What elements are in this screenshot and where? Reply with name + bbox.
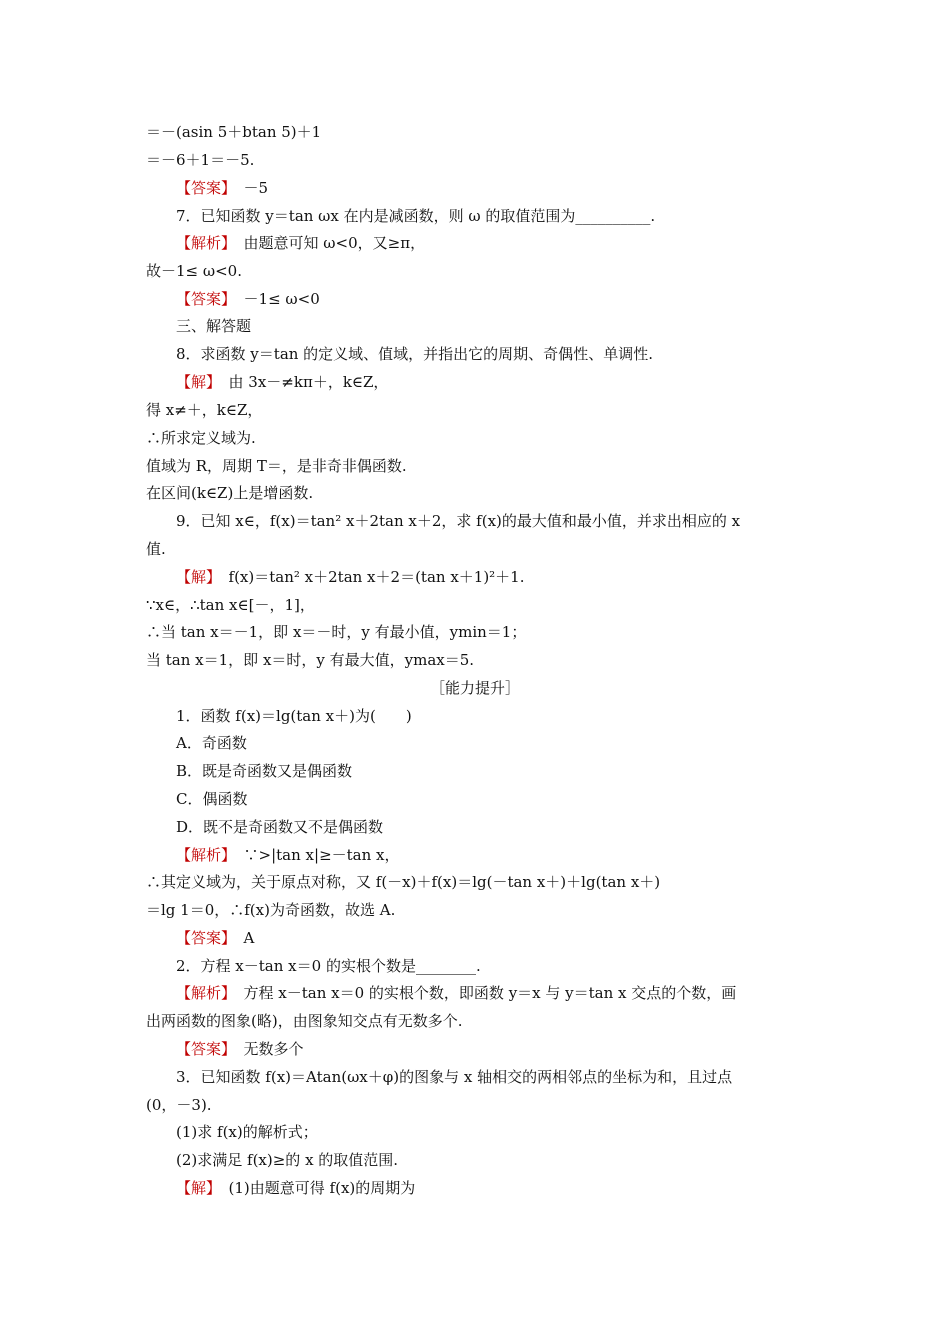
choice-c: C．偶函数 bbox=[176, 790, 248, 808]
answer-tag: 【答案】 bbox=[176, 929, 229, 947]
choice-d: D．既不是奇函数又不是偶函数 bbox=[176, 818, 384, 836]
answer-text: －1≤ ω<0 bbox=[243, 290, 320, 308]
sub-question-2: (2)求满足 f(x)≥的 x 的取值范围. bbox=[176, 1151, 399, 1169]
sub-question-1: (1)求 f(x)的解析式； bbox=[176, 1123, 318, 1141]
solution-tag: 【解】 bbox=[176, 373, 214, 391]
solution-line bbox=[176, 372, 388, 392]
text-line: 值. bbox=[146, 540, 166, 558]
text-line: ∵x∈，∴tan x∈[－，1]， bbox=[146, 596, 315, 614]
analysis-text: 由题意可知 ω<0，又≥π， bbox=[243, 234, 426, 252]
text-line: 当 tan x＝1，即 x＝时，y 有最大值，ymax＝5. bbox=[146, 651, 475, 669]
text-line: ＝－(asin 5＋btan 5)＋1 bbox=[146, 123, 322, 141]
answer-text: A bbox=[243, 929, 255, 947]
question-1: 1．函数 f(x)＝lg(tan x＋)为( ) bbox=[176, 707, 412, 725]
answer-tag: 【答案】 bbox=[176, 290, 229, 308]
text-line: 得 x≠＋，k∈Z， bbox=[146, 401, 263, 419]
text-line: 故－1≤ ω<0. bbox=[146, 262, 242, 280]
answer-tag: 【答案】 bbox=[176, 179, 229, 197]
answer-text: －5 bbox=[243, 179, 269, 197]
text-line: ∴其定义域为，关于原点对称，又 f(－x)＋f(x)＝lg(－tan x＋)＋lg(tan x＋) bbox=[146, 873, 661, 891]
analysis-tag: 【解析】 bbox=[176, 984, 229, 1002]
solution-tag: 【解】 bbox=[176, 1179, 214, 1197]
answer-tag: 【答案】 bbox=[176, 1040, 229, 1058]
analysis-line bbox=[176, 845, 400, 865]
answer-text: 无数多个 bbox=[243, 1040, 304, 1058]
solution-text: 由 3x－≠kπ＋，k∈Z， bbox=[228, 373, 389, 391]
text-line: ＝lg 1＝0，∴f(x)为奇函数，故选 A. bbox=[146, 901, 396, 919]
question-8: 8．求函数 y＝tan 的定义域、值域，并指出它的周期、奇偶性、单调性. bbox=[176, 345, 653, 363]
question-9: 9．已知 x∈，f(x)＝tan² x＋2tan x＋2，求 f(x)的最大值和最小值，并求出相应的 x bbox=[176, 512, 741, 530]
answer-line bbox=[176, 178, 268, 198]
text-line: ∴所求定义域为. bbox=[146, 429, 256, 447]
solution-line bbox=[176, 567, 525, 587]
analysis-text: 方程 x－tan x＝0 的实根个数，即函数 y＝x 与 y＝tan x 交点的个数，画 bbox=[243, 984, 737, 1002]
answer-line bbox=[176, 1039, 304, 1059]
text-line: 在区间(k∈Z)上是增函数. bbox=[146, 484, 314, 502]
text-line: 值域为 R，周期 T＝，是非奇非偶函数. bbox=[146, 457, 407, 475]
analysis-line bbox=[176, 983, 736, 1003]
solution-line bbox=[176, 1178, 415, 1198]
answer-line bbox=[176, 289, 320, 309]
section-heading: 三、解答题 bbox=[176, 317, 252, 335]
question-7: 7．已知函数 y＝tan ωx 在内是减函数，则 ω 的取值范围为__________. bbox=[176, 207, 656, 225]
solution-tag: 【解】 bbox=[176, 568, 214, 586]
choice-a: A．奇函数 bbox=[176, 734, 247, 752]
question-2: 2．方程 x－tan x＝0 的实根个数是________. bbox=[176, 957, 481, 975]
answer-line bbox=[176, 928, 254, 948]
question-3: 3．已知函数 f(x)＝Atan(ωx＋φ)的图象与 x 轴相交的两相邻点的坐标为和，且过点 bbox=[176, 1068, 733, 1086]
analysis-tag: 【解析】 bbox=[176, 234, 229, 252]
analysis-line bbox=[176, 233, 425, 253]
analysis-tag: 【解析】 bbox=[176, 846, 229, 864]
text-line: ∴当 tan x＝－1，即 x＝－时，y 有最小值，ymin＝1； bbox=[146, 623, 527, 641]
text-line: 出两函数的图象(略)，由图象知交点有无数多个. bbox=[146, 1012, 463, 1030]
analysis-text: ∵>|tan x|≥－tan x， bbox=[243, 846, 400, 864]
choice-b: B．既是奇函数又是偶函数 bbox=[176, 762, 353, 780]
text-line: (0，－3). bbox=[146, 1096, 212, 1114]
solution-text: (1)由题意可得 f(x)的周期为 bbox=[228, 1179, 416, 1197]
solution-text: f(x)＝tan² x＋2tan x＋2＝(tan x＋1)²＋1. bbox=[228, 568, 525, 586]
section-heading: ［能力提升］ bbox=[429, 679, 520, 697]
text-line: ＝－6＋1＝－5. bbox=[146, 151, 255, 169]
